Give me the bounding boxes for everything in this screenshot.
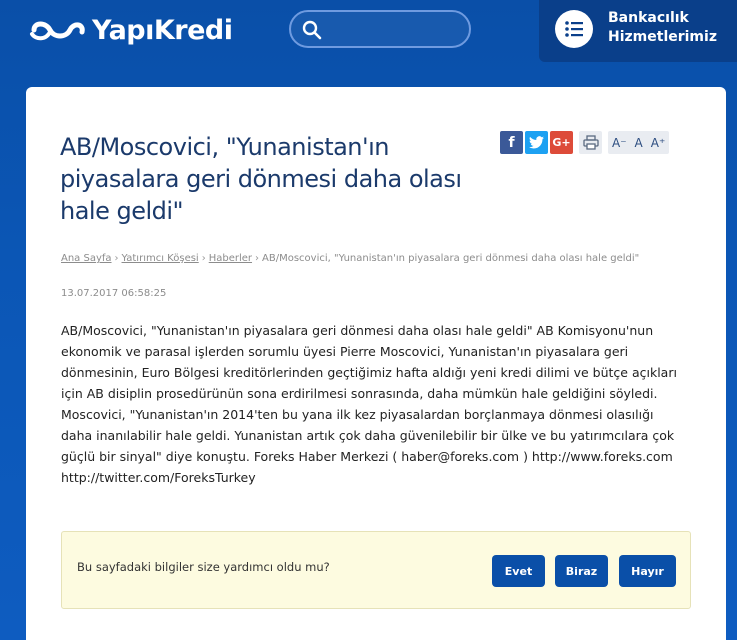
breadcrumb-subsection[interactable]: Haberler: [208, 253, 253, 264]
font-normal-button[interactable]: A: [634, 135, 643, 150]
banking-services-menu-button[interactable]: [539, 0, 737, 62]
feedback-no-button[interactable]: Hayır: [619, 555, 676, 587]
article-card: [26, 87, 726, 640]
facebook-share-button[interactable]: [500, 131, 523, 154]
feedback-question: Bu sayfadaki bilgiler size yardımcı oldu mu?: [77, 560, 330, 574]
feedback-somewhat-button[interactable]: Biraz: [555, 555, 608, 587]
search-box[interactable]: [289, 10, 471, 48]
article-body: AB/Moscovici, "Yunanistan'ın piyasalara geri dönmesi daha olası hale geldi" AB Komisyonu'nun ekonomik ve parasal işlerden sorumlu üyesi Pierre Moscovici, Yunanistan'ın piyasalara geri dönmesinin, Euro Bölgesi kreditörlerinden geçtiğimiz hafta aldığı yeni kredi dilimi ve bütçe açıkları için AB disiplin prosedürünün sona erdirilmesi sonrasında, daha mümkün hale geldiğini söyledi. Moscovici, "Yunanistan'ın 2014'ten bu yana ilk kez piyasalardan borçlanmaya dönmesi olasılığı daha inanılabilir hale geldi. Yunanistan artık çok daha güvenilebilir bir ülke ve bu yatırımcılara çok güçlü bir sinyal" diye konuştu. Foreks Haber Merkezi ( haber@foreks.com ) http://www.foreks.com http://twitter.com/ForeksTurkey: [61, 323, 677, 485]
page-title: AB/Moscovici, "Yunanistan'ın piyasalara geri dönmesi daha olası hale geldi": [60, 133, 462, 225]
list-menu-icon: [564, 19, 584, 39]
brand-logo[interactable]: [28, 12, 233, 48]
menu-label-line1: Bankacılık: [608, 10, 689, 26]
printer-icon: [583, 135, 599, 150]
chevron-right-icon: ›: [201, 253, 206, 264]
font-decrease-button[interactable]: A⁻: [612, 135, 627, 150]
menu-icon-circle: [555, 10, 593, 48]
facebook-icon: f: [508, 134, 515, 151]
article-toolbar: [500, 131, 669, 155]
menu-label: [608, 9, 717, 47]
breadcrumb-current: AB/Moscovici, "Yunanistan'ın piyasalara geri dönmesi daha olası hale geldi": [262, 253, 640, 264]
chevron-right-icon: ›: [114, 253, 119, 264]
feedback-box: [61, 531, 691, 609]
google-plus-share-button[interactable]: [550, 131, 573, 154]
top-bar: [0, 0, 737, 90]
menu-label-line2: Hizmetlerimiz: [608, 29, 717, 45]
font-size-controls: [608, 131, 669, 154]
twitter-share-button[interactable]: [525, 131, 548, 154]
google-plus-icon: G+: [552, 136, 571, 149]
search-input[interactable]: [329, 18, 459, 40]
yapikredi-logo-icon: [28, 14, 86, 46]
feedback-yes-button[interactable]: Evet: [492, 555, 545, 587]
font-increase-button[interactable]: A⁺: [650, 135, 666, 150]
print-button[interactable]: [579, 131, 602, 154]
breadcrumb: [61, 253, 639, 264]
chevron-right-icon: ›: [255, 253, 260, 264]
twitter-icon: [529, 136, 544, 149]
search-icon[interactable]: [302, 20, 322, 40]
breadcrumb-home[interactable]: Ana Sayfa: [61, 253, 112, 264]
breadcrumb-section[interactable]: Yatırımcı Köşesi: [121, 253, 199, 264]
article-date: 13.07.2017 06:58:25: [61, 288, 167, 299]
brand-name: YapıKredi: [92, 14, 233, 46]
